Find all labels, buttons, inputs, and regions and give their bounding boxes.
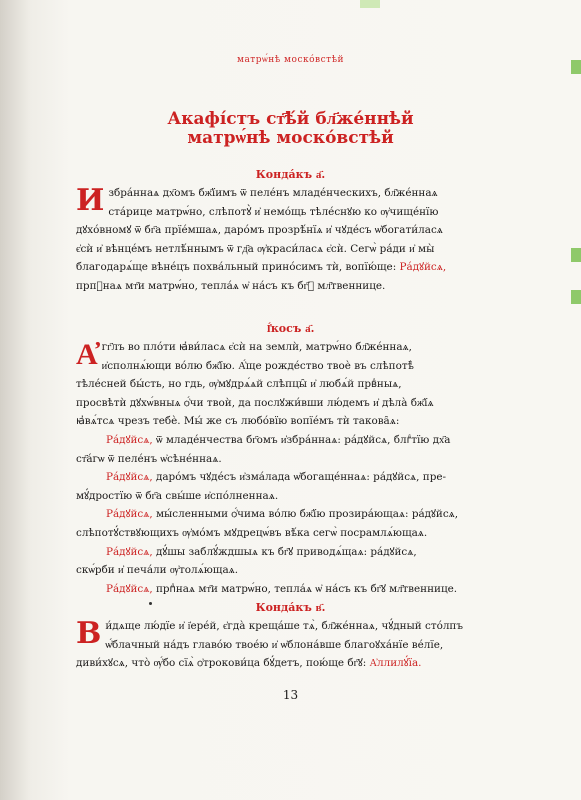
rejoice-line: ст҃а́гѡ ѿ пеле́нъ ѡ҆сѣне́ннаѧ. (76, 452, 222, 465)
alleluia: А҆ллилꙋ́їа. (369, 657, 422, 670)
drop-cap: И (76, 183, 105, 218)
rejoice-line: слѣпотꙋ́ствꙋющихъ ѹ҆мо́мъ мꙋдрецѡ́въ вѣ́ка сегѡ̀ посрамлѧ́ющаѧ. (76, 526, 428, 539)
text-line: и́дѧще лю́дїе и҆ і҆ере́й, є҆гда̀ креща́ше тѧ̀, бл҃же́ннаѧ, чꙋ́дный сто́лпъ (105, 620, 463, 632)
page-tab-marker (571, 248, 581, 262)
text-line: збра́ннаѧ дх҃омъ бж҃їимъ ѿ пеле́нъ младе́нческихъ, бл҃же́ннаѧ (108, 187, 438, 199)
kontakion-2-heading: Конда́къ в҃. (255, 601, 326, 614)
text-line: диви́хꙋсѧ, что̀ ѹ҆́бо сїѧ̀ ѻ҆трокови́ца бꙋ́детъ, пою́ще бг҃ꙋ: А҆ллилꙋ́їа. (76, 657, 422, 670)
text-line: просвѣтѝ дꙋхѡ́вныѧ ѻ҆́чи твоѝ, да послꙋжи́вши лю́демъ и҆ дѣла̀ бж҃їѧ (76, 396, 434, 409)
running-head: матрѡ́нѣ моско́встѣй (236, 55, 345, 65)
text-line: ста́рице матрѡ́но, слѣпотꙋ̀ и҆ немо́щь тѣле́снꙋю ко ѹ҆чище́нїю (108, 205, 439, 218)
text-line: благодарѧ́ще вѣне́цъ похва́льный прино́симъ тѝ, вопїю́ще: Ра́дꙋйсѧ, (76, 261, 447, 274)
page-title (0, 110, 581, 148)
rejoice-line: скѡ́рби и҆ печа́ли ѹ҆толѧ́ющаѧ. (76, 564, 239, 577)
text-line: дꙋхо́вномꙋ ѿ бг҃а прїе́мшаѧ, даро́мъ прозрѣ́нїѧ и҆ чꙋде́съ ѡ҆богати́ласѧ (76, 224, 443, 237)
text-line: тѣле́сней бы́сть, но гдь, ѹ҆мꙋдрѧ́ѧй слѣпцы̑ и҆ любѧ́й првⷣныѧ, (76, 378, 402, 391)
ikos-1-heading: І҆́косъ а҃. (266, 322, 315, 335)
drop-cap: В (76, 616, 102, 651)
text-line: є҆сѝ и҆ вѣнце́мъ нетлѣ́ннымъ ѿ гд҃а ѹ҆краси́ласѧ є҆сѝ. Сегѡ̀ ра́ди и҆ мы̀ (76, 242, 435, 255)
kontakion-1-text (76, 184, 508, 296)
drop-cap: А҆ (76, 337, 98, 372)
rejoice-line: Ра́дꙋйсѧ, ѿ младе́нчества бг҃омъ и҆збра́ннаѧ: ра́дꙋйсѧ, блгⷣтїю дх҃а (106, 433, 451, 446)
text-line: гг҃лъ во пло́ти ꙗ҆ви́ласѧ є҆сѝ на землѝ, матрѡ́но бл҃же́ннаѧ, (101, 341, 412, 353)
title-line-2: матрѡ́нѣ моско́встѣй (187, 128, 394, 148)
text-line: ꙗ҆вѧ́тсѧ чрезъ тебѐ. Мы́ же съ любо́вїю вопїе́мъ тѝ такова̑ѧ: (76, 415, 400, 428)
kontakion-1-heading: Конда́къ а҃. (255, 168, 326, 181)
rejoice-line: Ра́дꙋйсѧ, мы́сленными ѻ҆́чима во́лю бж҃їю прозира́ющаѧ: ра́дꙋйсѧ, (106, 508, 459, 521)
rejoice-line: Ра́дꙋйсѧ, даро́мъ чꙋде́съ и҆зма́лада ѡ҆богаще́ннаѧ: ра́дꙋйсѧ, пре- (106, 471, 447, 484)
rejoice-word: Ра́дꙋйсѧ, (399, 261, 447, 274)
kontakion-2-text (76, 617, 508, 673)
title-line-1: Акафі́стъ ст҃ѣ́й бл҃же́ннѣй (167, 109, 414, 129)
page-tab-marker (360, 0, 380, 8)
text-line: ѡ҆́блачный на́дъ главо́ю твое́ю и҆ ѡ҆блона́вше благоꙋха́нїе ве́лїе, (105, 638, 444, 651)
rejoice-line: мꙋ́дростїю ѿ бг҃а свы́ше и҆спо́лненнаѧ. (76, 489, 279, 502)
ikos-1-text (76, 338, 508, 598)
page-number: 13 (282, 688, 299, 702)
rejoice-line: Ра́дꙋйсѧ, дꙋ́шы заблꙋ́ждшыѧ къ бг҃ꙋ приводѧ́щаѧ: ра́дꙋйсѧ, (106, 545, 417, 558)
page-tab-marker (571, 290, 581, 304)
text-line: прпⷣнаѧ мт҃и матрѡ́но, тепла́ѧ ѡ҆ на́съ къ бг҃ꙋ мл҃твеннице. (76, 279, 386, 292)
text-line: и҆сполнѧ́ющи во́лю бж҃їю. А҆́ще рожде́ство твоѐ въ слѣпотѣ̀ (101, 359, 414, 372)
rejoice-line: Ра́дꙋйсѧ, прпⷣнаѧ мт҃и матрѡ́но, тепла́ѧ ѡ҆ на́съ къ бг҃ꙋ мл҃твеннице. (106, 582, 458, 595)
